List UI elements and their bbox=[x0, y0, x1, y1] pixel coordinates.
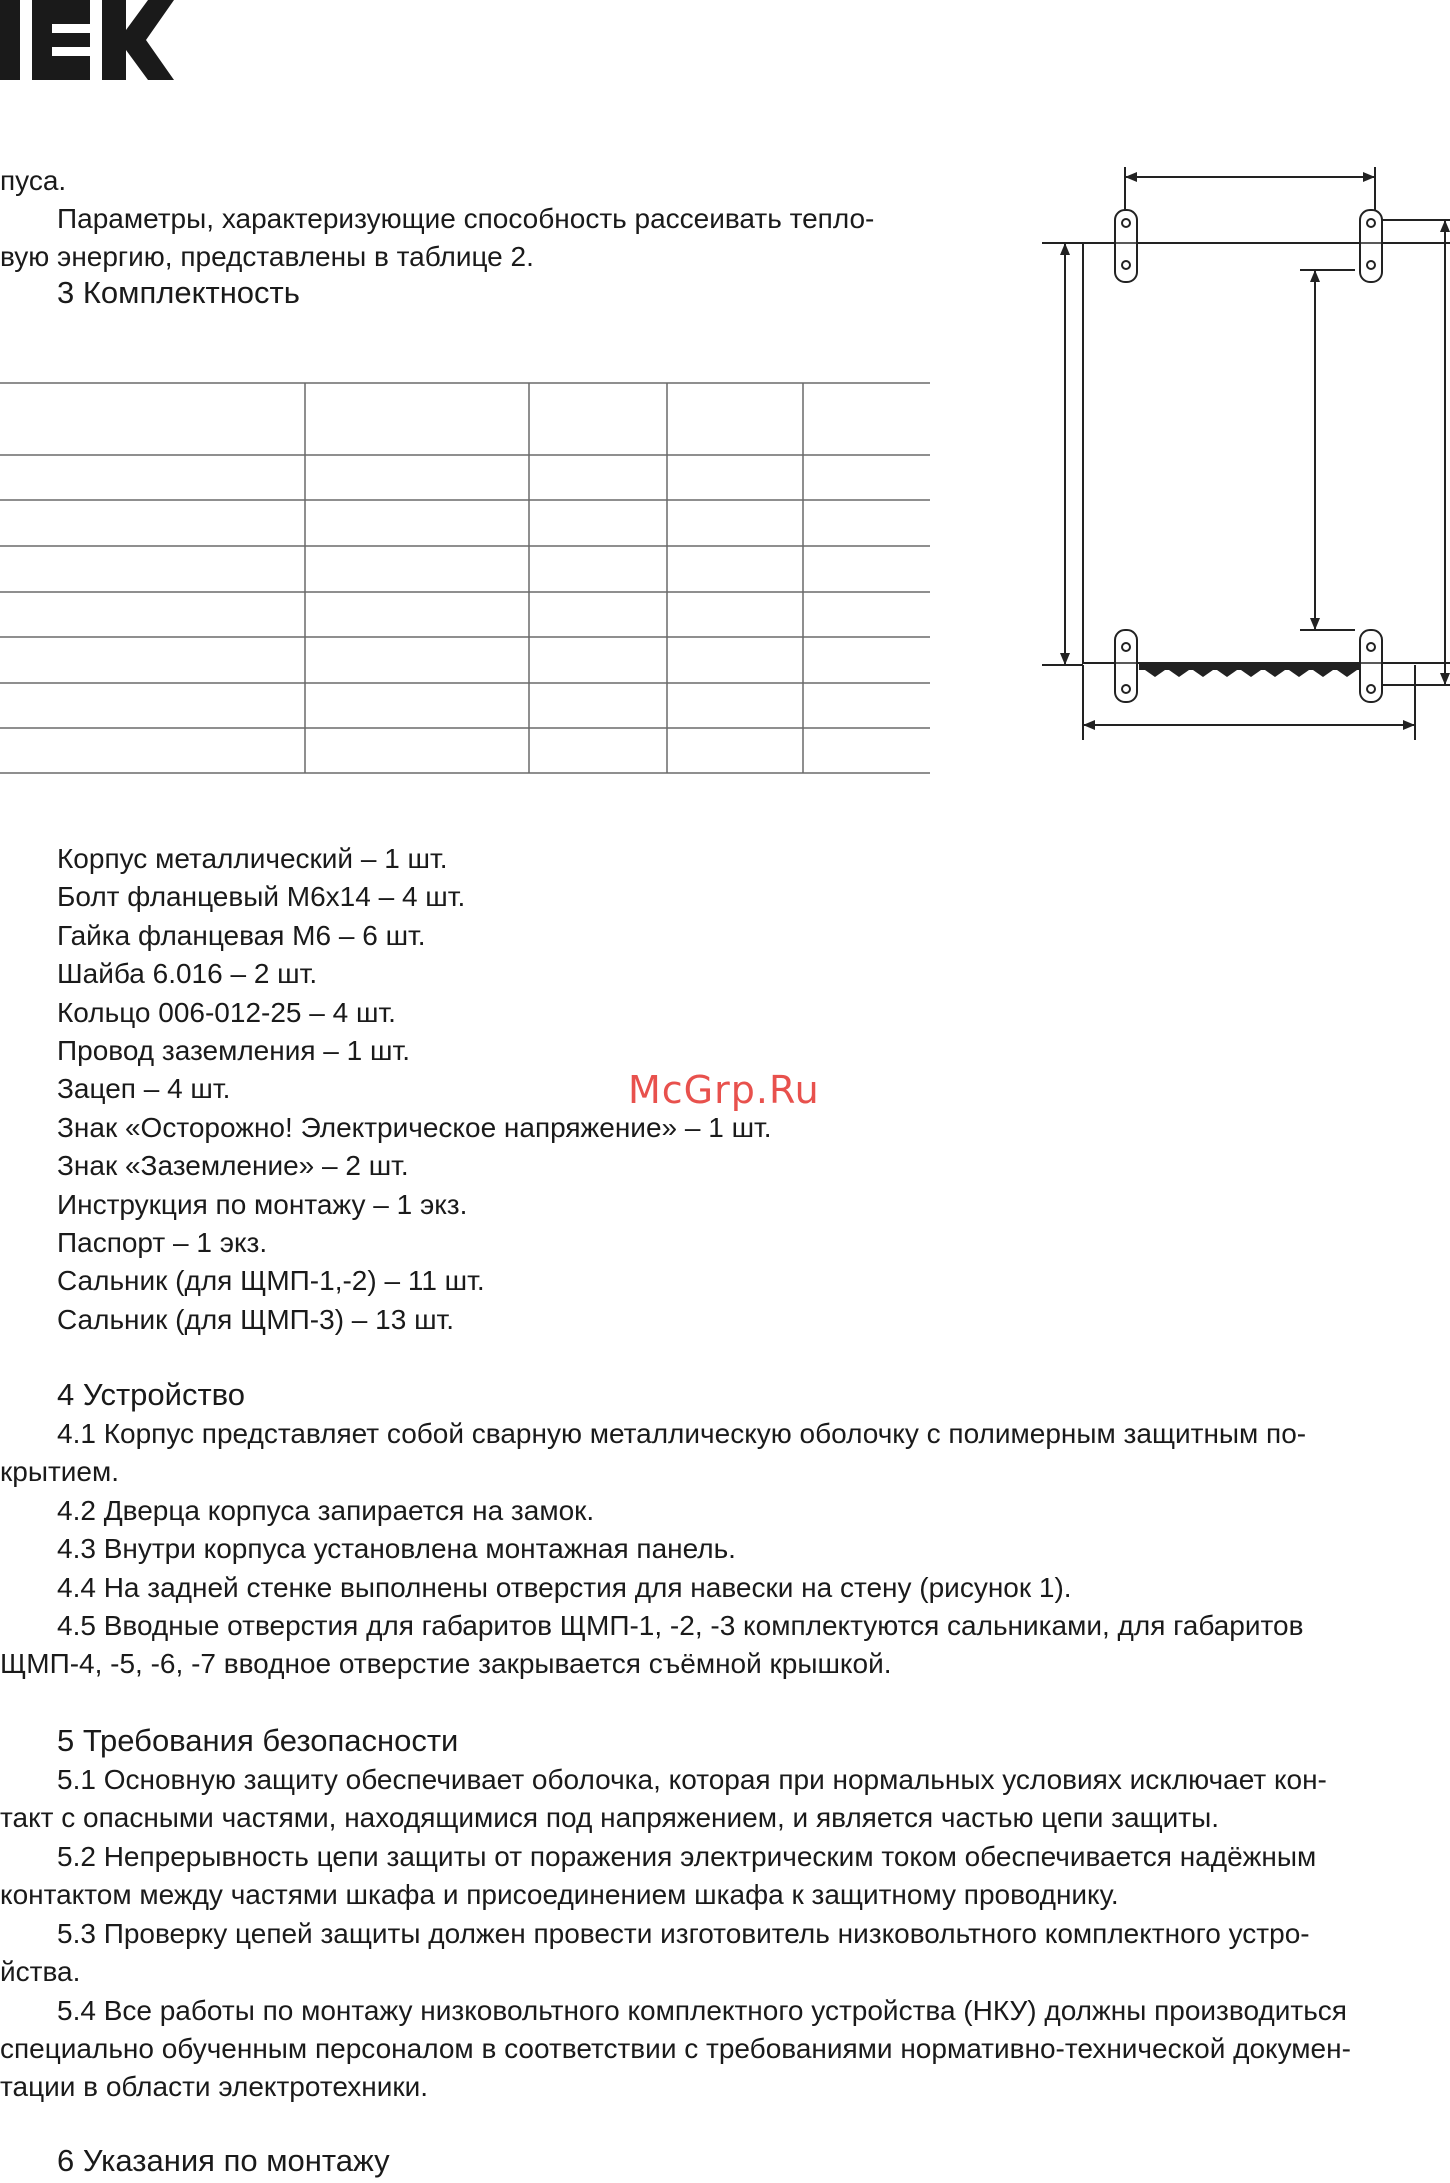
section-5-line: йства. bbox=[0, 1956, 81, 1987]
kit-item: Болт фланцевый М6х14 – 4 шт. bbox=[57, 881, 466, 912]
section-6-title: 6 Указания по монтажу bbox=[57, 2143, 390, 2178]
section-4-line: 4.2 Дверца корпуса запирается на замок. bbox=[57, 1495, 595, 1526]
section-5-line: 5.1 Основную защиту обеспечивает оболочка, которая при нормальных условиях исключает кон- bbox=[57, 1764, 1327, 1795]
iek-logo bbox=[0, 0, 175, 82]
section-4-line: 4.1 Корпус представляет собой сварную металлическую оболочку с полимерным защитным по- bbox=[57, 1418, 1307, 1449]
section-5-line: 5.3 Проверку цепей защиты должен провести изготовитель низковольтного комплектного устро- bbox=[57, 1918, 1310, 1949]
section-5-title: 5 Требования безопасности bbox=[57, 1723, 459, 1758]
section-3-title: 3 Комплектность bbox=[57, 275, 300, 310]
kit-item: Знак «Осторожно! Электрическое напряжение» – 1 шт. bbox=[57, 1112, 772, 1143]
intro-line-3: вую энергию, представлены в таблице 2. bbox=[0, 241, 534, 272]
kit-item: Шайба 6.016 – 2 шт. bbox=[57, 958, 318, 989]
kit-item: Инструкция по монтажу – 1 экз. bbox=[57, 1189, 468, 1220]
kit-item: Кольцо 006-012-25 – 4 шт. bbox=[57, 997, 396, 1028]
section-5-line: 5.2 Непрерывность цепи защиты от поражения электрическим током обеспечивается надёжным bbox=[57, 1841, 1317, 1872]
section-4-line: 4.5 Вводные отверстия для габаритов ЩМП-1, -2, -3 комплектуются сальниками, для габаритов bbox=[57, 1610, 1304, 1641]
intro-line-2: Параметры, характеризующие способность рассеивать тепло- bbox=[57, 203, 875, 234]
kit-item: Провод заземления – 1 шт. bbox=[57, 1035, 410, 1066]
section-4-line: крытием. bbox=[0, 1456, 120, 1487]
kit-item: Паспорт – 1 экз. bbox=[57, 1227, 268, 1258]
section-4-title: 4 Устройство bbox=[57, 1377, 246, 1412]
kit-item: Корпус металлический – 1 шт. bbox=[57, 843, 448, 874]
kit-item: Зацеп – 4 шт. bbox=[57, 1073, 231, 1104]
kit-item: Сальник (для ЩМП-3) – 13 шт. bbox=[57, 1304, 455, 1335]
section-5-line: тации в области электротехники. bbox=[0, 2071, 429, 2102]
intro-line-1: пуса. bbox=[0, 165, 67, 196]
kit-item: Знак «Заземление» – 2 шт. bbox=[57, 1150, 409, 1181]
section-4-line: ЩМП-4, -5, -6, -7 вводное отверстие закрывается съёмной крышкой. bbox=[0, 1648, 892, 1679]
cabinet-mounting-drawing bbox=[1035, 165, 1450, 755]
section-5-line: специально обученным персоналом в соответствии с требованиями нормативно-технической докумен- bbox=[0, 2033, 1351, 2064]
section-4-line: 4.3 Внутри корпуса установлена монтажная панель. bbox=[57, 1533, 736, 1564]
kit-item: Гайка фланцевая М6 – 6 шт. bbox=[57, 920, 426, 951]
table-2 bbox=[0, 380, 935, 775]
section-5-line: контактом между частями шкафа и присоединением шкафа к защитному проводнику. bbox=[0, 1879, 1119, 1910]
section-4-line: 4.4 На задней стенке выполнены отверстия для навески на стену (рисунок 1). bbox=[57, 1572, 1072, 1603]
watermark: McGrp.Ru bbox=[628, 1068, 820, 1112]
section-5-line: 5.4 Все работы по монтажу низковольтного комплектного устройства (НКУ) должны производиться bbox=[57, 1995, 1347, 2026]
kit-item: Сальник (для ЩМП-1,-2) – 11 шт. bbox=[57, 1265, 485, 1296]
section-5-line: такт с опасными частями, находящимися под напряжением, и является частью цепи защиты. bbox=[0, 1802, 1219, 1833]
